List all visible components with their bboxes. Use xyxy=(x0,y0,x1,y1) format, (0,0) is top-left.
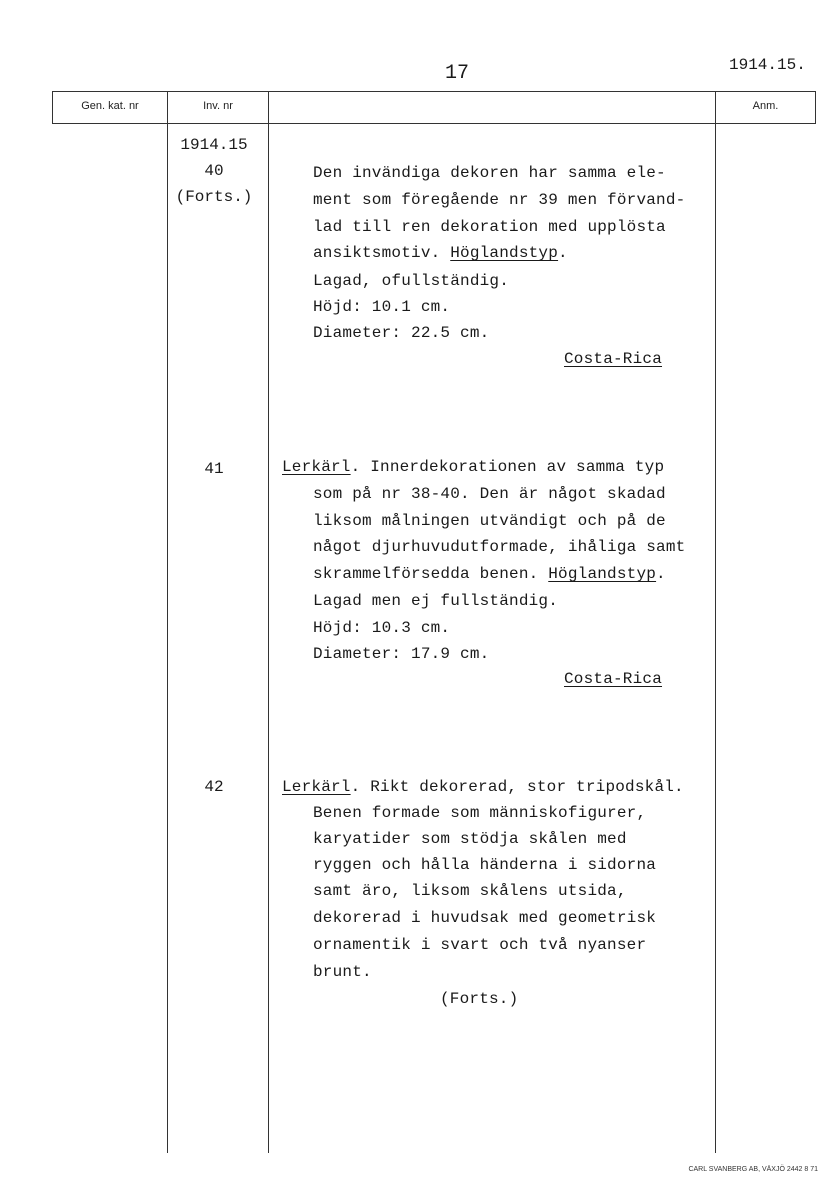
underline-overlay xyxy=(282,778,351,796)
description-line: karyatider som stödja skålen med xyxy=(313,830,627,848)
description-line: samt äro, liksom skålens utsida, xyxy=(313,882,627,900)
description-line: något djurhuvudutformade, ihåliga samt xyxy=(313,538,686,556)
description-line: skrammelförsedda benen. Höglandstyp. xyxy=(313,565,666,583)
location: Costa-Rica xyxy=(564,670,663,688)
catalog-reference: 1914.15. xyxy=(729,56,806,74)
description-line: Lerkärl. Innerdekorationen av samma typ xyxy=(282,458,665,476)
location: Costa-Rica xyxy=(564,350,663,368)
underline-overlay xyxy=(313,244,558,262)
description-line: Den invändiga dekoren har samma ele- xyxy=(313,164,666,182)
underline-overlay xyxy=(282,458,351,476)
header-gen-kat: Gen. kat. nr xyxy=(81,100,139,112)
description-line: Lagad, ofullständig. xyxy=(313,272,510,290)
inv-number: 42 xyxy=(204,778,224,796)
underline-overlay xyxy=(313,565,656,583)
inv-continued: (Forts.) xyxy=(175,188,253,206)
description-line: brunt. xyxy=(313,963,372,981)
description-line: Lerkärl. Rikt dekorerad, stor tripodskål. xyxy=(282,778,684,796)
description-line: Diameter: 22.5 cm. xyxy=(313,324,490,342)
page-number: 17 xyxy=(445,62,470,85)
continued-note: (Forts.) xyxy=(440,990,519,1008)
description-line: Höjd: 10.3 cm. xyxy=(313,619,451,637)
printer-imprint: CARL SVANBERG AB, VÄXJÖ 2442 8 71 xyxy=(688,1166,818,1173)
description-line: ornamentik i svart och två nyanser xyxy=(313,936,647,954)
description-line: ment som föregående nr 39 men förvand- xyxy=(313,191,686,209)
col-divider-2 xyxy=(268,91,269,1153)
description-line: Lagad men ej fullständig. xyxy=(313,592,559,610)
header-inv: Inv. nr xyxy=(203,100,233,112)
col-divider-1 xyxy=(167,91,168,1153)
inv-number-year: 1914.15 xyxy=(180,136,248,154)
description-line: Diameter: 17.9 cm. xyxy=(313,645,490,663)
description-line: Höjd: 10.1 cm. xyxy=(313,298,451,316)
description-line: lad till ren dekoration med upplösta xyxy=(313,218,666,236)
col-divider-3 xyxy=(715,91,716,1153)
description-line: Benen formade som människofigurer, xyxy=(313,804,647,822)
header-anm: Anm. xyxy=(752,100,779,112)
right-border xyxy=(815,91,816,124)
description-line: som på nr 38-40. Den är något skadad xyxy=(313,485,666,503)
description-line: dekorerad i huvudsak med geometrisk xyxy=(313,909,657,927)
inv-number: 40 xyxy=(204,162,224,180)
inv-number: 41 xyxy=(204,460,224,478)
description-line: liksom målningen utvändigt och på de xyxy=(313,512,666,530)
description-line: ryggen och hålla händerna i sidorna xyxy=(313,856,657,874)
description-line: ansiktsmotiv. Höglandstyp. xyxy=(313,244,568,262)
